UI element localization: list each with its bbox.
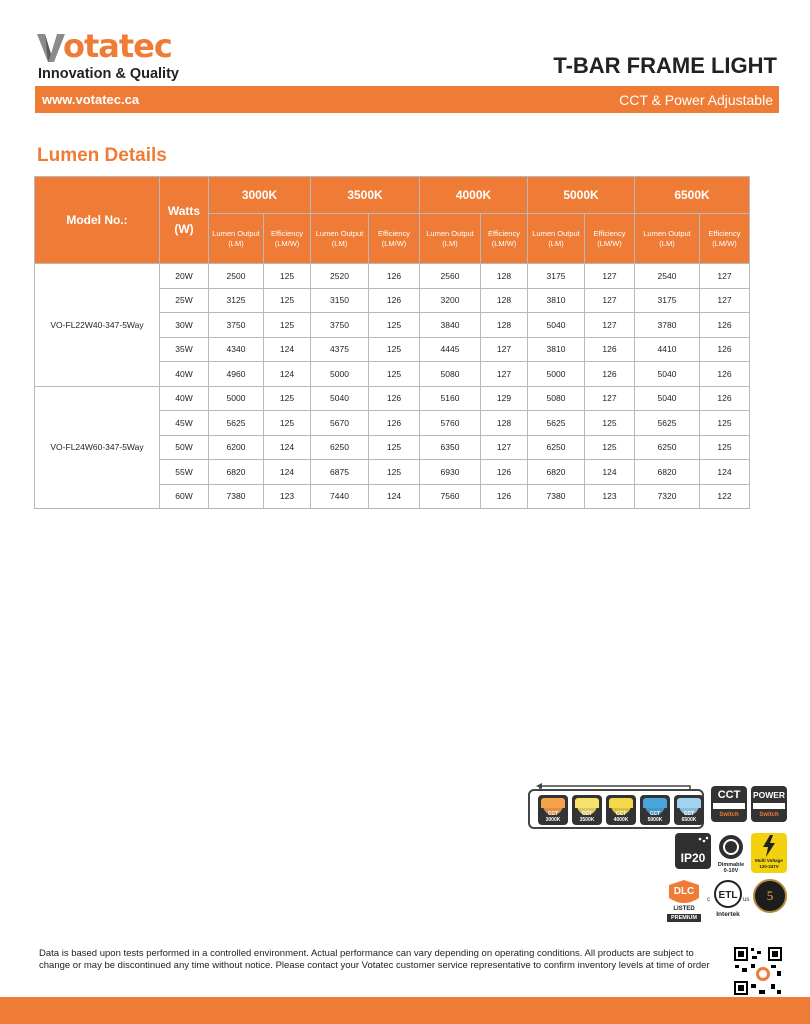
etl-us: us [743,897,750,903]
table-body [35,264,750,509]
dlc-premium: PREMIUM [671,914,697,921]
lumen-output-cell: 3780 [635,313,700,338]
efficiency-cell: 126 [481,484,528,509]
lumen-output-cell: 5000 [528,362,585,387]
efficiency-cell: 128 [481,313,528,338]
cct-bulb-icon [572,795,602,825]
efficiency-cell: 127 [481,435,528,460]
efficiency-cell: 128 [481,264,528,289]
header-row-cct [35,177,750,214]
efficiency-cell: 127 [585,288,635,313]
lumen-output-cell: 3175 [528,264,585,289]
lumen-output-cell: 7380 [528,484,585,509]
watts-cell: 20W [160,264,209,289]
lumen-output-cell: 4445 [420,337,481,362]
efficiency-cell: 125 [369,460,420,485]
efficiency-cell: 123 [585,484,635,509]
efficiency-cell: 125 [369,362,420,387]
efficiency-cell: 126 [585,337,635,362]
lumen-output-cell: 2540 [635,264,700,289]
lumen-output-cell: 6350 [420,435,481,460]
lumen-output-cell: 6250 [311,435,369,460]
cct-bulb-kelvin: 4000K [613,817,629,823]
cct-bulb-kelvin: 3000K [545,817,561,823]
qr-code-icon[interactable] [733,946,783,996]
header-lumen-output: Lumen Output (LM) [311,214,369,264]
header-cct: 3000K [209,177,311,214]
dimmable-badge [713,833,749,877]
ip-rating: IP20 [680,851,706,865]
lumen-output-cell: 4375 [311,337,369,362]
lumen-output-cell: 6250 [635,435,700,460]
lumen-output-cell: 6930 [420,460,481,485]
efficiency-cell: 125 [585,435,635,460]
lumen-output-cell: 3150 [311,288,369,313]
lumen-output-cell: 7320 [635,484,700,509]
dlc-premium-badge [665,880,703,924]
efficiency-cell: 125 [264,313,311,338]
lumen-output-cell: 7560 [420,484,481,509]
lumen-output-cell: 3200 [420,288,481,313]
cct-bulb-label: CCT [581,811,593,817]
etl-mark-icon [713,879,743,909]
table-row [35,264,750,289]
header-lumen-output: Lumen Output (LM) [420,214,481,264]
etl-badge [707,879,749,923]
lumen-output-cell: 5160 [420,386,481,411]
efficiency-cell: 124 [264,460,311,485]
dimmer-icon [717,833,745,861]
cct-bulb-icon [606,795,636,825]
cct-bulb-kelvin: 6500K [681,817,697,823]
model-number: VO-FL22W40-347-5Way [35,264,160,387]
efficiency-cell: 123 [264,484,311,509]
efficiency-cell: 129 [481,386,528,411]
header-efficiency: Efficiency (LM/W) [585,214,635,264]
watts-cell: 30W [160,313,209,338]
efficiency-cell: 124 [264,435,311,460]
efficiency-cell: 127 [585,313,635,338]
efficiency-cell: 124 [264,337,311,362]
lumen-output-cell: 3750 [209,313,264,338]
efficiency-cell: 126 [700,313,750,338]
header-model: Model No.: [35,177,160,264]
efficiency-cell: 127 [481,362,528,387]
etl-c: c [707,897,710,903]
lumen-output-cell: 2520 [311,264,369,289]
section-title: Lumen Details [37,145,167,166]
efficiency-cell: 126 [700,386,750,411]
svg-text:ETL: ETL [718,890,738,901]
lumen-output-cell: 3125 [209,288,264,313]
website-link[interactable]: www.votatec.ca [42,92,140,107]
water-drop-icon [697,836,709,846]
efficiency-cell: 124 [700,460,750,485]
efficiency-cell: 127 [481,337,528,362]
lumen-output-cell: 5000 [209,386,264,411]
efficiency-cell: 125 [264,264,311,289]
header-watts [160,177,209,264]
efficiency-cell: 128 [481,288,528,313]
efficiency-cell: 127 [700,264,750,289]
voltage-range: 120-347V [759,864,779,869]
lumen-output-cell: 5040 [311,386,369,411]
logo-tagline: Innovation & Quality [38,66,179,82]
certification-badges [525,783,785,933]
lightning-bolt-icon [761,835,777,857]
efficiency-cell: 125 [264,288,311,313]
cct-bulb-label: CCT [683,811,695,817]
lumen-output-cell: 5625 [635,411,700,436]
header-efficiency: Efficiency (LM/W) [264,214,311,264]
cct-bulb-icon [538,795,568,825]
efficiency-cell: 122 [700,484,750,509]
lumen-output-cell: 5040 [635,362,700,387]
cct-switch-badge [711,786,747,822]
cct-bulb-label: CCT [547,811,559,817]
voltage-label: Multi Voltage [755,858,783,863]
lumen-output-cell: 5040 [635,386,700,411]
footer-bar [0,997,810,1024]
lumen-output-cell: 2500 [209,264,264,289]
ip20-badge [675,833,711,869]
header-efficiency: Efficiency (LM/W) [700,214,750,264]
dimmable-label: Dimmable [717,862,745,868]
lumen-output-cell: 3810 [528,337,585,362]
efficiency-cell: 126 [369,411,420,436]
efficiency-cell: 125 [369,337,420,362]
lumen-output-cell: 6200 [209,435,264,460]
header-watts-label: Watts [167,204,201,218]
dlc-label: DLC [673,886,695,897]
watts-cell: 35W [160,337,209,362]
logo-wordmark [37,26,172,65]
lumen-output-cell: 5080 [420,362,481,387]
header-lumen-output: Lumen Output (LM) [528,214,585,264]
lumen-output-cell: 5040 [528,313,585,338]
lumen-output-cell: 7380 [209,484,264,509]
efficiency-cell: 124 [264,362,311,387]
efficiency-cell: 126 [369,386,420,411]
power-switch-title: POWER [752,790,786,800]
lumen-output-cell: 5080 [528,386,585,411]
page-title: T-BAR FRAME LIGHT [553,53,777,78]
page-subtitle: CCT & Power Adjustable [619,92,773,108]
lumen-output-cell: 3840 [420,313,481,338]
power-switch-sub: Switch [759,812,779,818]
cct-switch-title: CCT [717,789,741,801]
lumen-output-cell: 6250 [528,435,585,460]
model-number: VO-FL24W60-347-5Way [35,386,160,509]
header-bar [35,86,779,113]
dlc-listed: LISTED [673,906,695,912]
cct-bulb-label: CCT [615,811,627,817]
cct-bulb-kelvin: 5000K [647,817,663,823]
efficiency-cell: 127 [585,386,635,411]
efficiency-cell: 128 [481,411,528,436]
logo-v-icon [37,32,65,62]
intertek-label: Intertek [716,911,740,918]
lumen-output-cell: 3175 [635,288,700,313]
header-efficiency: Efficiency (LM/W) [369,214,420,264]
watts-cell: 25W [160,288,209,313]
lumen-output-cell: 3750 [311,313,369,338]
efficiency-cell: 125 [585,411,635,436]
efficiency-cell: 127 [585,264,635,289]
watts-cell: 40W [160,386,209,411]
cct-bulb-icon [640,795,670,825]
watts-cell: 55W [160,460,209,485]
efficiency-cell: 125 [700,435,750,460]
watts-cell: 60W [160,484,209,509]
lumen-output-cell: 6875 [311,460,369,485]
efficiency-cell: 124 [585,460,635,485]
header-cct: 5000K [528,177,635,214]
lumen-output-cell: 7440 [311,484,369,509]
header-lumen-output: Lumen Output (LM) [209,214,264,264]
lumen-table [34,176,750,509]
efficiency-cell: 125 [700,411,750,436]
table-row [35,386,750,411]
lumen-output-cell: 6820 [635,460,700,485]
watts-cell: 45W [160,411,209,436]
cct-bulb-kelvin: 3500K [579,817,595,823]
lumen-output-cell: 5625 [209,411,264,436]
power-switch-badge [751,786,787,822]
lumen-output-cell: 2560 [420,264,481,289]
lumen-output-cell: 4340 [209,337,264,362]
efficiency-cell: 126 [585,362,635,387]
logo-text: otatec [63,27,172,65]
lumen-output-cell: 4410 [635,337,700,362]
efficiency-cell: 126 [369,288,420,313]
watts-cell: 40W [160,362,209,387]
efficiency-cell: 125 [369,435,420,460]
watts-cell: 50W [160,435,209,460]
lumen-output-cell: 5760 [420,411,481,436]
cct-bulb-icon [674,795,704,825]
efficiency-cell: 127 [700,288,750,313]
header-cct: 3500K [311,177,420,214]
cct-switch-sub: Switch [719,812,739,818]
header-cct: 4000K [420,177,528,214]
efficiency-cell: 126 [369,264,420,289]
dimmable-range: 0-10V [723,868,739,874]
efficiency-cell: 125 [264,411,311,436]
efficiency-cell: 125 [369,313,420,338]
lumen-output-cell: 6820 [209,460,264,485]
efficiency-cell: 125 [264,386,311,411]
warranty-badge [753,879,787,913]
efficiency-cell: 126 [700,362,750,387]
header-lumen-output: Lumen Output (LM) [635,214,700,264]
votatec-logo [37,26,197,84]
lumen-output-cell: 5625 [528,411,585,436]
cct-bulb-label: CCT [649,811,661,817]
lumen-output-cell: 4960 [209,362,264,387]
efficiency-cell: 126 [700,337,750,362]
lumen-output-cell: 3810 [528,288,585,313]
warranty-years: 5 [766,888,774,903]
efficiency-cell: 124 [369,484,420,509]
disclaimer-text: Data is based upon tests performed in a controlled environment. Actual performance can vary depending on operating conditions. All products are subject to change or may be discontinued any time without notice. Please contact your Votatec customer service representative to confirm inventory levels at time of order [39,948,710,971]
lumen-output-cell: 6820 [528,460,585,485]
cct-color-strip [528,789,704,829]
header-cct: 6500K [635,177,750,214]
header-watts-unit: (W) [174,222,194,236]
cycle-arrow-icon [530,783,706,793]
lumen-output-cell: 5670 [311,411,369,436]
efficiency-cell: 126 [481,460,528,485]
header-efficiency: Efficiency (LM/W) [481,214,528,264]
lumen-output-cell: 5000 [311,362,369,387]
multi-voltage-badge [751,833,787,873]
